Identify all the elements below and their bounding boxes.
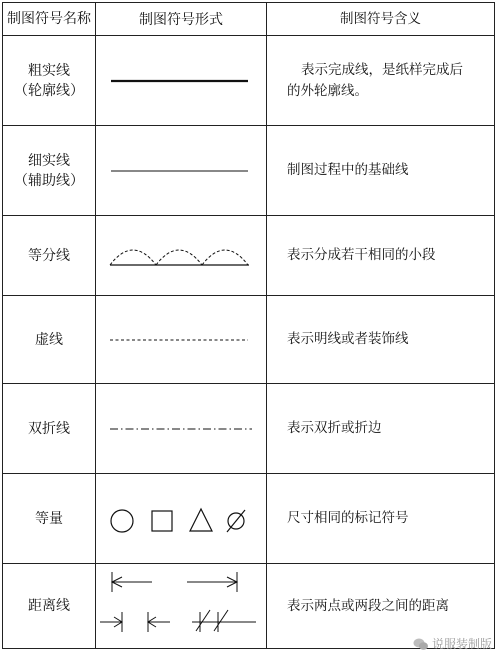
thick-solid-line-symbol: [96, 61, 266, 101]
symbol-meaning: 表示两点或两段之间的距离: [287, 597, 449, 614]
symbol-name: 虚线: [35, 331, 63, 348]
symbol-meaning: 表示双折或折边: [287, 420, 382, 436]
symbol-name: 粗实线: [28, 62, 70, 79]
thin-solid-line-symbol: [96, 151, 266, 191]
symbol-meaning-cell: [267, 36, 495, 126]
drafting-symbol-table: [2, 2, 495, 649]
symbol-form-cell: [96, 36, 267, 126]
symbol-form-cell: [96, 216, 267, 296]
symbol-meaning-cell: [267, 216, 495, 296]
symbol-name: 等分线: [28, 247, 70, 264]
symbol-name: 双折线: [28, 420, 70, 437]
table-row: [3, 36, 495, 126]
symbol-name-note: （轮廓线）: [14, 82, 84, 99]
symbol-meaning: 尺寸相同的标记符号: [287, 510, 409, 526]
table-header-row: [3, 3, 495, 36]
table-row: [3, 384, 495, 474]
triangle-mark-icon: [190, 509, 212, 531]
slashed-circle-mark-icon: [227, 510, 245, 532]
square-mark-icon: [152, 511, 172, 531]
dashed-line-symbol: [96, 320, 266, 360]
symbol-meaning-cell: [267, 296, 495, 384]
symbol-meaning-cell: [267, 126, 495, 216]
symbol-name-cell: [3, 564, 96, 649]
symbol-name: 细实线: [28, 152, 70, 169]
column-header-meaning: 制图符号含义: [267, 3, 495, 36]
symbol-meaning: 表示分成若干相同的小段: [287, 247, 436, 263]
symbol-name-cell: [3, 296, 96, 384]
table-row: [3, 474, 495, 564]
circle-mark-icon: [111, 510, 133, 532]
symbol-name-cell: [3, 216, 96, 296]
symbol-form-cell: [96, 564, 267, 649]
equal-division-symbol: [96, 231, 266, 281]
dash-dot-line-symbol: [96, 409, 266, 449]
watermark-text: 说服装制版: [431, 637, 492, 651]
symbol-meaning-cell: [267, 474, 495, 564]
symbol-name-cell: [3, 126, 96, 216]
symbol-meaning: 表示明线或者装饰线: [287, 331, 409, 347]
symbol-name-note: （辅助线）: [14, 172, 84, 189]
symbol-name-cell: [3, 474, 96, 564]
table-row: [3, 126, 495, 216]
symbol-name: 等量: [35, 510, 63, 527]
symbol-meaning: 制图过程中的基础线: [287, 162, 409, 178]
table-row: [3, 216, 495, 296]
symbol-name: 距离线: [28, 598, 70, 614]
distance-line-symbols: [96, 564, 266, 648]
symbol-meaning: 表示完成线，是纸样完成后的外轮廓线。: [287, 61, 463, 99]
symbol-name-cell: [3, 36, 96, 126]
wechat-icon: [413, 637, 429, 651]
column-header-form: 制图符号形式: [96, 3, 267, 36]
symbol-form-cell: [96, 126, 267, 216]
symbol-meaning-cell: [267, 384, 495, 474]
equal-quantity-symbols: [96, 499, 266, 539]
symbol-form-cell: [96, 296, 267, 384]
symbol-name-cell: [3, 384, 96, 474]
symbol-form-cell: [96, 474, 267, 564]
column-header-name: 制图符号名称: [3, 3, 96, 36]
watermark: [413, 635, 492, 652]
symbol-form-cell: [96, 384, 267, 474]
table-row: [3, 296, 495, 384]
